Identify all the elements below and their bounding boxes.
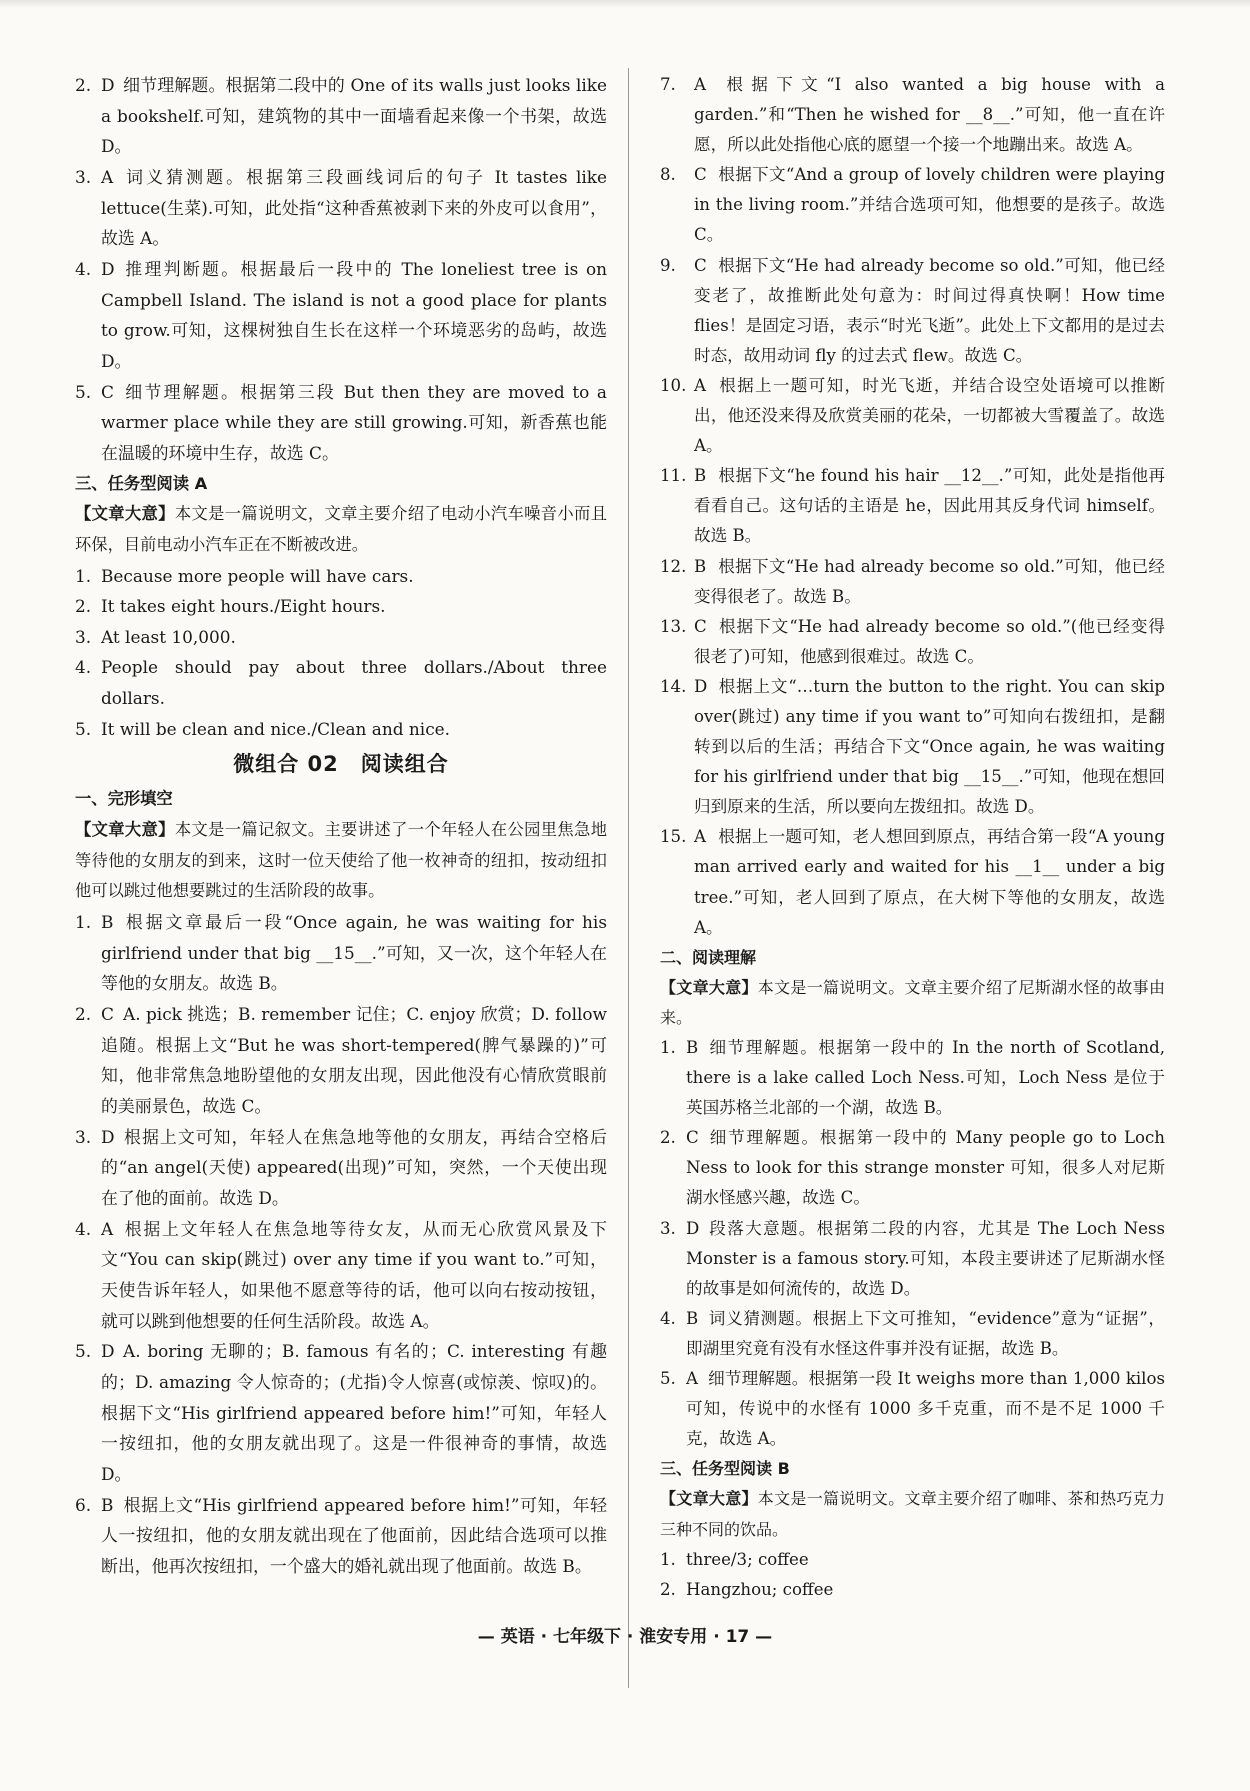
item-number: 2. bbox=[75, 596, 92, 617]
item-number: 7. bbox=[660, 75, 676, 94]
item-number: 2. bbox=[75, 1004, 92, 1025]
answer-letter: B bbox=[686, 1308, 699, 1328]
summary-text: 本文是一篇说明文。文章主要介绍了尼斯湖水怪的故事由来。 bbox=[660, 977, 1165, 1027]
answer-letter: D bbox=[101, 258, 115, 279]
item-explanation: 推理判断题。根据最后一段中的 The loneliest tree is on Campbell Island. The island is not a good place for plants to grow.可知，这棵树独自生长在这样一个环境恶劣的岛屿，故选 D。 bbox=[101, 258, 607, 371]
summary-tag: 【文章大意】 bbox=[75, 820, 175, 840]
cloze-answer-list-continued bbox=[660, 70, 1165, 943]
article-summary-d bbox=[660, 1484, 1165, 1544]
group-title: 微组合 02 阅读组合 bbox=[233, 752, 449, 777]
item-explanation: 根据上文“…turn the button to the right. You can skip over(跳过) any time if you want to”可知向右拨纽扣，是翻转到以后的生活；再结合下文“Once again, he was waiting for his girlfriend under that big __15__.”可知，他现在想回归到原来的生活，所以要向左拨纽扣。故选 D。 bbox=[694, 676, 1165, 817]
item-explanation: 根据下文“I also wanted a big house with a garden.”和“Then he wished for __8__.”可知，他一直在许愿，所以此处指他心底的愿望一个接一个地蹦出来。故选 A。 bbox=[694, 75, 1165, 155]
summary-text: 本文是一篇记叙文。主要讲述了一个年轻人在公园里焦急地等待他的女朋友的到来，这时一位天使给了他一枚神奇的纽扣，按动纽扣他可以跳过他想要跳过的生活阶段的故事。 bbox=[75, 820, 607, 901]
answer-item bbox=[660, 160, 1165, 250]
item-number: 2. bbox=[75, 75, 92, 95]
item-explanation: People should pay about three dollars./About three dollars. bbox=[101, 657, 607, 709]
item-number: 5. bbox=[75, 381, 92, 402]
left-column bbox=[75, 70, 607, 1582]
item-number: 6. bbox=[75, 1494, 92, 1515]
answer-item bbox=[660, 822, 1165, 942]
item-explanation: A. pick 挑选；B. remember 记住；C. enjoy 欣赏；D. follow追随。根据上文“But he was short-tempered(脾气暴躁的)”可知，他非常焦急地盼望他的女朋友出现，因此他没有心情欣赏眼前的美丽景色，故选 C。 bbox=[101, 1004, 607, 1116]
item-number: 3. bbox=[75, 166, 92, 187]
item-explanation: 根据上文“His girlfriend appeared before him!”可知，年轻人一按纽扣，他的女朋友就出现在了他面前，因此结合选项可以推断出，他再次按纽扣，一个盛大的婚礼就出现了他面前。故选 B。 bbox=[101, 1494, 607, 1576]
item-explanation: 词义猜测题。根据第三段画线词后的句子 It tastes like lettuce(生菜).可知，此处指“这种香蕉被剥下来的外皮可以食用”，故选 A。 bbox=[101, 166, 607, 249]
item-number: 3. bbox=[75, 626, 92, 647]
item-explanation: 根据下文“He had already become so old.”(他已经变得很老了)可知，他感到很难过。故选 C。 bbox=[694, 616, 1165, 666]
item-number: 4. bbox=[75, 258, 92, 279]
item-number: 2. bbox=[660, 1579, 676, 1599]
item-explanation: 细节理解题。根据第一段 It weighs more than 1,000 kilos 可知，传说中的水怪有 1000 多千克重，而不是不足 1000 千克，故选 A。 bbox=[686, 1369, 1165, 1449]
answer-item bbox=[660, 371, 1165, 461]
left-answer-list-a bbox=[75, 70, 607, 469]
item-number: 11. bbox=[660, 466, 687, 486]
item-number: 4. bbox=[75, 1218, 92, 1239]
item-explanation: 根据下文“He had already become so old.”可知，他已经变老了，故推断此处句意为：时间过得真快啊！How time flies！是固定习语，表示“时光飞逝”。此处上下文都用的是过去时态，故用动词 fly 的过去式 flew。故选 C。 bbox=[694, 255, 1165, 365]
answer-letter: A bbox=[694, 375, 706, 395]
item-number: 14. bbox=[660, 676, 687, 696]
item-number: 5. bbox=[75, 718, 92, 739]
answer-item bbox=[660, 1033, 1165, 1123]
answer-item bbox=[75, 1490, 607, 1582]
item-number: 1. bbox=[660, 1549, 676, 1569]
summary-text: 本文是一篇说明文。文章主要介绍了咖啡、茶和热巧克力三种不同的饮品。 bbox=[660, 1489, 1165, 1539]
answer-item bbox=[75, 70, 607, 162]
answer-item bbox=[75, 377, 607, 469]
answer-item bbox=[660, 251, 1165, 371]
item-explanation: Because more people will have cars. bbox=[101, 565, 414, 586]
section-task-reading-a-title: 三、任务型阅读 A bbox=[75, 473, 208, 493]
answer-letter: C bbox=[694, 255, 707, 275]
answer-letter: D bbox=[101, 1341, 115, 1362]
item-explanation: 根据上一题可知，时光飞逝，并结合设空处语境可以推断出，他还没来得及欣赏美丽的花朵，一切都被大雪覆盖了。故选 A。 bbox=[694, 375, 1165, 456]
item-explanation: 根据上文年轻人在焦急地等待女友，从而无心欣赏风景及下文“You can skip(跳过) over any time if you want to.”可知，天使告诉年轻人，如果他不愿意等待的话，他可以向右按动按钮，就可以跳到他想要的任何生活阶段。故选 A。 bbox=[101, 1218, 607, 1331]
summary-tag: 【文章大意】 bbox=[75, 504, 175, 524]
answer-item bbox=[75, 622, 607, 653]
item-explanation: 段落大意题。根据第二段的内容，尤其是 The Loch Ness Monster is a famous story.可知，本段主要讲述了尼斯湖水怪的故事是如何流传的，故选 D。 bbox=[686, 1218, 1165, 1298]
item-number: 13. bbox=[660, 616, 687, 636]
right-column bbox=[660, 70, 1165, 1605]
answer-item bbox=[660, 1364, 1165, 1454]
task-reading-a-answers bbox=[75, 561, 607, 745]
cloze-answer-list bbox=[75, 907, 607, 1581]
item-number: 2. bbox=[660, 1128, 676, 1148]
answer-letter: B bbox=[694, 466, 707, 486]
item-explanation: 细节理解题。根据第三段 But then they are moved to a warmer place while they are still growing.可知，新香蕉也能在温暖的环境中生存，故选 C。 bbox=[101, 381, 607, 463]
answer-letter: A bbox=[101, 1218, 114, 1239]
item-number: 1. bbox=[75, 912, 92, 933]
answer-item bbox=[660, 672, 1165, 822]
item-explanation: It will be clean and nice./Clean and nice. bbox=[101, 718, 451, 739]
answer-item bbox=[75, 591, 607, 622]
answer-item bbox=[660, 1304, 1165, 1364]
item-explanation: 细节理解题。根据第一段中的 Many people go to Loch Ness to look for this strange monster 可知，很多人对尼斯湖水怪感兴趣，故选 C。 bbox=[686, 1128, 1165, 1208]
article-summary-b bbox=[75, 815, 607, 907]
answer-item bbox=[75, 652, 607, 713]
item-number: 5. bbox=[660, 1369, 676, 1389]
item-number: 1. bbox=[75, 565, 92, 586]
item-number: 8. bbox=[660, 165, 676, 185]
answer-item bbox=[75, 254, 607, 377]
item-explanation: Hangzhou; coffee bbox=[686, 1579, 834, 1599]
answer-item bbox=[75, 1336, 607, 1489]
answer-item bbox=[75, 1214, 607, 1337]
item-number: 3. bbox=[660, 1218, 676, 1238]
item-number: 1. bbox=[660, 1038, 676, 1057]
item-number: 4. bbox=[660, 1308, 676, 1328]
answer-item bbox=[660, 1575, 1165, 1605]
answer-item bbox=[660, 612, 1165, 672]
answer-item bbox=[75, 561, 607, 592]
item-explanation: A. boring 无聊的；B. famous 有名的；C. interesting 有趣的；D. amazing 令人惊奇的；(尤指)令人惊喜(或惊羡、惊叹)的。根据下文“His girlfriend appeared before him!”可知，年轻人一按纽扣，他的女朋友就出现了。这是一件很神奇的事情，故选 D。 bbox=[101, 1341, 607, 1484]
answer-item bbox=[660, 1123, 1165, 1213]
answer-letter: C bbox=[694, 616, 707, 636]
answer-letter: C bbox=[686, 1128, 699, 1148]
item-explanation: 根据上一题可知，老人想回到原点，再结合第一段“A young man arrived early and waited for his __1__ under a big tree.”可知，老人回到了原点，在大树下等他的女朋友，故选 A。 bbox=[694, 827, 1165, 937]
item-number: 15. bbox=[660, 827, 687, 847]
page-footer: — 英语 · 七年级下 · 淮安专用 · 17 — bbox=[477, 1627, 773, 1647]
summary-tag: 【文章大意】 bbox=[660, 977, 758, 997]
scan-edge bbox=[0, 0, 1250, 8]
answer-letter: B bbox=[101, 912, 114, 933]
answer-letter: C bbox=[101, 1004, 114, 1025]
item-explanation: 根据下文“He had already become so old.”可知，他已经变得很老了。故选 B。 bbox=[694, 556, 1165, 606]
item-explanation: 根据文章最后一段“Once again, he was waiting for his girlfriend under that big __15__.”可知，又一次，这个年轻人在等他的女朋友。故选 B。 bbox=[101, 912, 607, 994]
answer-letter: B bbox=[694, 556, 707, 576]
answer-letter: D bbox=[686, 1218, 700, 1238]
summary-text: 本文是一篇说明文，文章主要介绍了电动小汽车噪音小而且环保，目前电动小汽车正在不断被改进。 bbox=[75, 504, 607, 554]
item-explanation: At least 10,000. bbox=[101, 626, 236, 647]
item-explanation: 根据上文可知，年轻人在焦急地等他的女朋友，再结合空格后的“an angel(天使) appeared(出现)”可知，突然，一个天使出现在了他的面前。故选 D。 bbox=[101, 1126, 607, 1208]
answer-item bbox=[75, 999, 607, 1122]
item-explanation: 细节理解题。根据第一段中的 In the north of Scotland, there is a lake called Loch Ness.可知，Loch Ness 是位于英国苏格兰北部的一个湖，故选 B。 bbox=[686, 1038, 1165, 1118]
answer-letter: D bbox=[101, 1126, 115, 1147]
item-explanation: 根据下文“he found his hair __12__.”可知，此处是指他再看看自己。这句话的主语是 he，因此用其反身代词 himself。故选 B。 bbox=[694, 466, 1165, 546]
answer-item bbox=[75, 162, 607, 254]
item-number: 4. bbox=[75, 657, 92, 678]
answer-letter: C bbox=[101, 381, 114, 402]
answer-item bbox=[660, 70, 1165, 160]
answer-letter: A bbox=[694, 75, 706, 94]
answer-item bbox=[660, 461, 1165, 551]
answer-item bbox=[660, 1545, 1165, 1575]
answer-letter: B bbox=[686, 1038, 699, 1057]
summary-tag: 【文章大意】 bbox=[660, 1489, 758, 1509]
task-reading-b-answers bbox=[660, 1545, 1165, 1605]
item-explanation: 根据下文“And a group of lovely children were playing in the living room.”并结合选项可知，他想要的是孩子。故选 C。 bbox=[694, 165, 1165, 245]
answer-letter: A bbox=[694, 827, 706, 847]
section-reading-comprehension-title: 二、阅读理解 bbox=[660, 947, 757, 967]
answer-letter: A bbox=[686, 1369, 698, 1389]
item-number: 3. bbox=[75, 1126, 92, 1147]
item-number: 12. bbox=[660, 556, 687, 576]
answer-letter: B bbox=[101, 1494, 114, 1515]
item-explanation: It takes eight hours./Eight hours. bbox=[101, 596, 386, 617]
item-explanation: 词义猜测题。根据上下文可推知，“evidence”意为“证据”，即湖里究竟有没有水怪这件事并没有证据，故选 B。 bbox=[686, 1308, 1165, 1358]
answer-item bbox=[75, 907, 607, 999]
answer-letter: D bbox=[101, 75, 115, 95]
answer-item bbox=[75, 714, 607, 745]
article-summary-a bbox=[75, 499, 607, 560]
article-summary-c bbox=[660, 973, 1165, 1033]
item-number: 9. bbox=[660, 255, 676, 275]
column-divider bbox=[628, 68, 629, 1688]
reading-answer-list bbox=[660, 1033, 1165, 1454]
section-task-reading-b-title: 三、任务型阅读 B bbox=[660, 1459, 790, 1479]
answer-letter: A bbox=[101, 166, 114, 187]
section-cloze-title: 一、完形填空 bbox=[75, 789, 173, 809]
answer-letter: D bbox=[694, 676, 708, 696]
item-explanation: three/3; coffee bbox=[686, 1549, 809, 1569]
item-number: 10. bbox=[660, 375, 687, 395]
item-number: 5. bbox=[75, 1341, 92, 1362]
answer-letter: C bbox=[694, 165, 707, 185]
answer-item bbox=[75, 1122, 607, 1214]
answer-item bbox=[660, 1214, 1165, 1304]
answer-item bbox=[660, 552, 1165, 612]
item-explanation: 细节理解题。根据第二段中的 One of its walls just looks like a bookshelf.可知，建筑物的其中一面墙看起来像一个书架，故选 D。 bbox=[101, 75, 607, 157]
